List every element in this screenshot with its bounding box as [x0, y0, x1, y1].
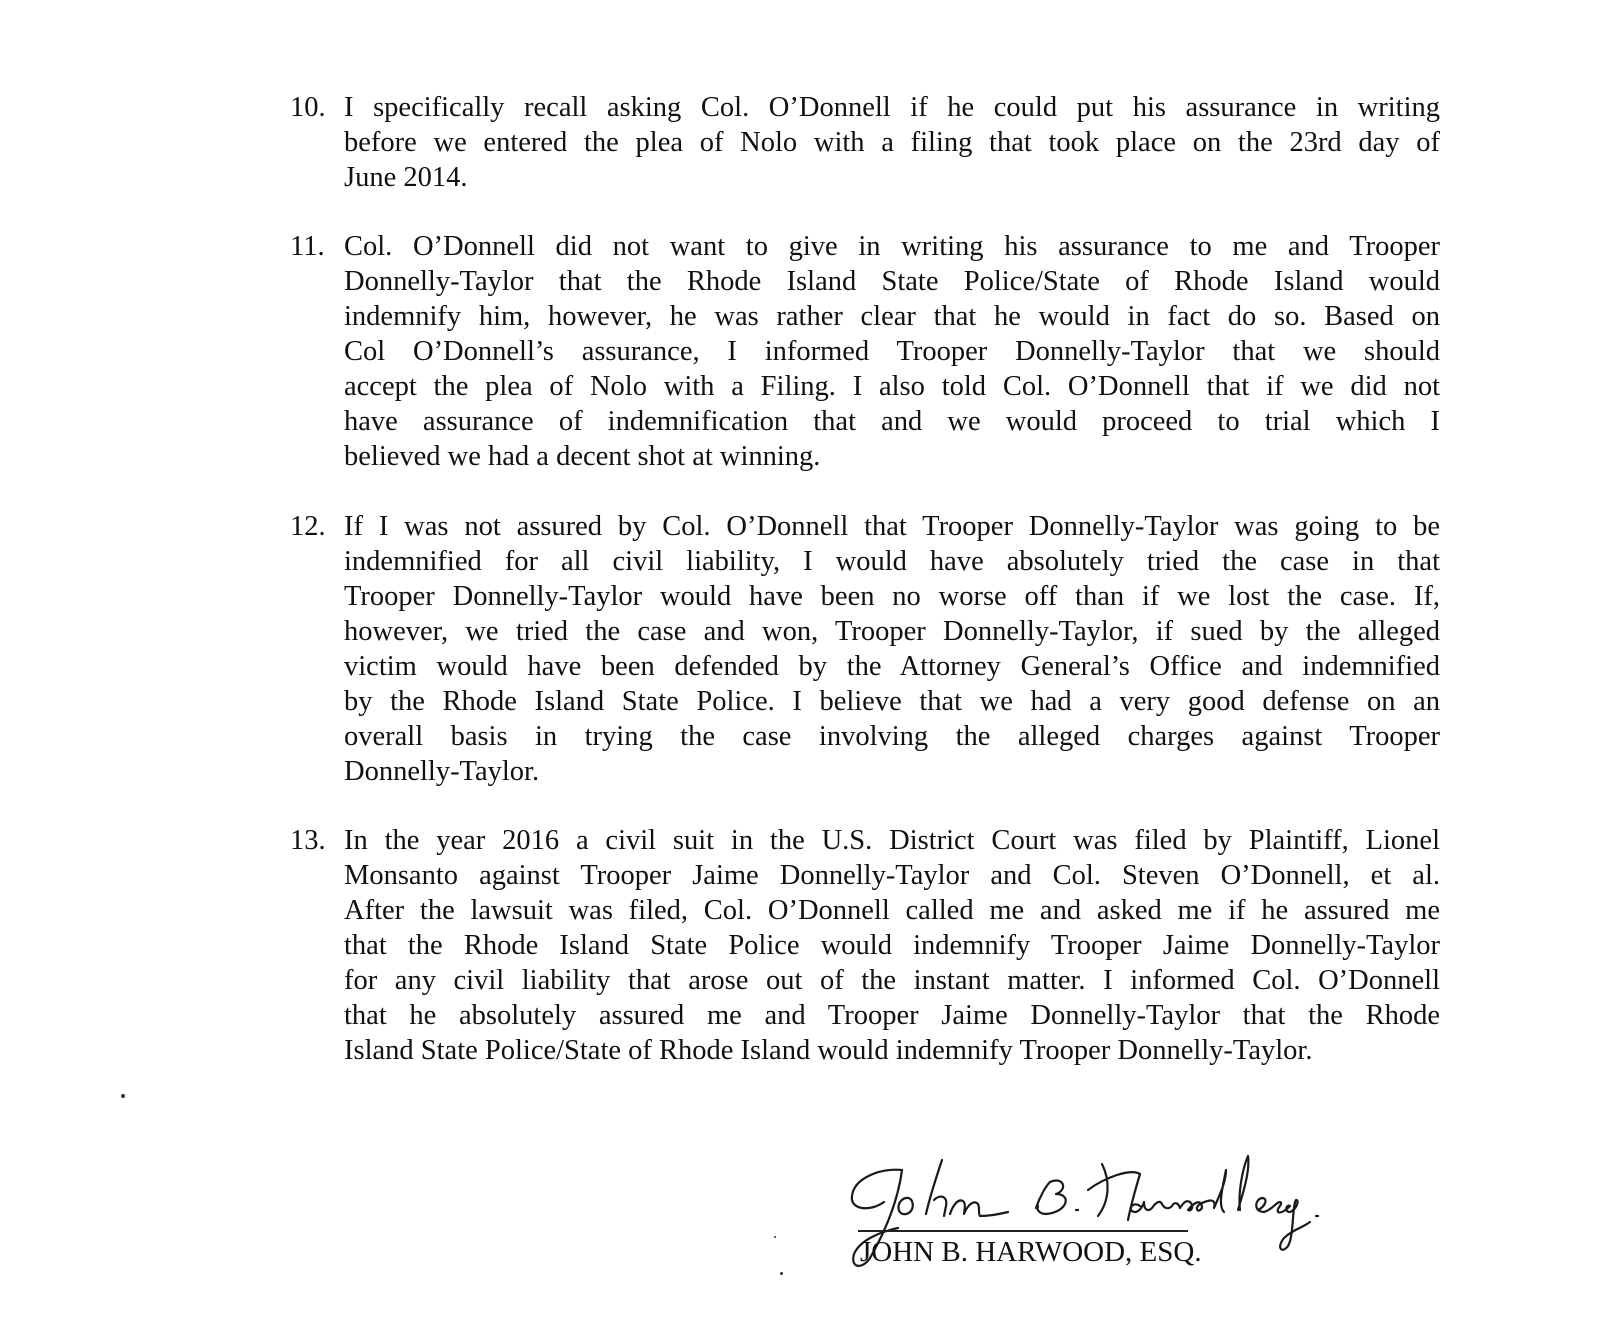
- paragraph-line: June 2014.: [344, 162, 468, 193]
- signatory-name: JOHN B. HARWOOD, ESQ.: [860, 1236, 1202, 1268]
- paragraph-line: Trooper Donnelly-Taylor would have been no worse off than if we lost the case. If,: [344, 581, 1440, 612]
- paragraph-line: that the Rhode Island State Police would indemnify Trooper Jaime Donnelly-Taylor: [344, 930, 1440, 961]
- paragraph-line: In the year 2016 a civil suit in the U.S. District Court was filed by Plaintiff, Lionel: [344, 825, 1440, 856]
- paragraph-line: victim would have been defended by the Attorney General’s Office and indemnified: [344, 651, 1440, 682]
- paragraph-line: Col O’Donnell’s assurance, I informed Trooper Donnelly-Taylor that we should: [344, 336, 1440, 367]
- handwritten-signature: [840, 1150, 1400, 1300]
- paragraph-line: have assurance of indemnification that and we would proceed to trial which I: [344, 406, 1440, 437]
- paragraph-line: believed we had a decent shot at winning.: [344, 441, 821, 472]
- paragraph-line: indemnified for all civil liability, I would have absolutely tried the case in that: [344, 546, 1440, 577]
- scan-speck: [121, 1094, 125, 1098]
- paragraph-line: After the lawsuit was filed, Col. O’Donnell called me and asked me if he assured me: [344, 895, 1440, 926]
- paragraph-line: Donnelly-Taylor that the Rhode Island State Police/State of Rhode Island would: [344, 266, 1440, 297]
- paragraph-line: overall basis in trying the case involving the alleged charges against Trooper: [344, 721, 1440, 752]
- paragraph-line: for any civil liability that arose out of the instant matter. I informed Col. O’Donnell: [344, 965, 1440, 996]
- paragraph-line: by the Rhode Island State Police. I believe that we had a very good defense on an: [344, 686, 1440, 717]
- paragraph-line: accept the plea of Nolo with a Filing. I also told Col. O’Donnell that if we did not: [344, 371, 1440, 402]
- paragraph-line: Col. O’Donnell did not want to give in writing his assurance to me and Trooper: [344, 231, 1440, 262]
- paragraph-number: 12.: [290, 511, 326, 542]
- paragraph-line: Monsanto against Trooper Jaime Donnelly-Taylor and Col. Steven O’Donnell, et al.: [344, 860, 1440, 891]
- scan-speck: [774, 1236, 776, 1238]
- paragraph-line: before we entered the plea of Nolo with a filing that took place on the 23rd day of: [344, 127, 1440, 158]
- paragraph-number: 13.: [290, 825, 326, 856]
- paragraph-line: that he absolutely assured me and Trooper Jaime Donnelly-Taylor that the Rhode: [344, 1000, 1440, 1031]
- paragraph-line: Island State Police/State of Rhode Island would indemnify Trooper Donnelly-Taylor.: [344, 1035, 1313, 1066]
- paragraph-line: however, we tried the case and won, Trooper Donnelly-Taylor, if sued by the alleged: [344, 616, 1440, 647]
- signature-line: [858, 1230, 1188, 1232]
- paragraph-line: indemnify him, however, he was rather clear that he would in fact do so. Based on: [344, 301, 1440, 332]
- paragraph-line: Donnelly-Taylor.: [344, 756, 540, 787]
- signature-block: [840, 1150, 1400, 1300]
- paragraph-line: I specifically recall asking Col. O’Donnell if he could put his assurance in writing: [344, 92, 1440, 123]
- paragraph-number: 11.: [290, 231, 325, 262]
- paragraph-line: If I was not assured by Col. O’Donnell that Trooper Donnelly-Taylor was going to be: [344, 511, 1440, 542]
- scan-speck: [780, 1272, 783, 1275]
- paragraph-number: 10.: [290, 92, 326, 123]
